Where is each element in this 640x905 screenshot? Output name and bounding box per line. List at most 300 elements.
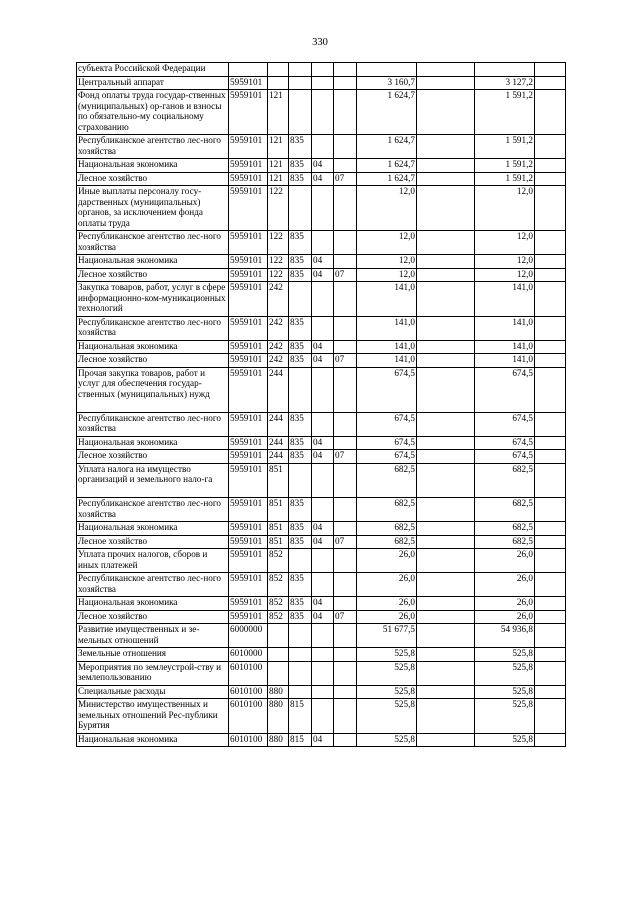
empty-cell (417, 90, 475, 135)
section-code (312, 498, 334, 522)
budget-table (76, 62, 566, 747)
administrator-code: 835 (289, 412, 312, 436)
amount-year-1: 3 160,7 (357, 76, 417, 90)
amount-year-2: 141,0 (475, 282, 535, 317)
row-name: Республиканское агентство лес-ного хозяйства (77, 135, 229, 159)
empty-cell (535, 549, 566, 573)
expense-type-code: 121 (268, 135, 289, 159)
administrator-code (289, 282, 312, 317)
section-code (312, 231, 334, 255)
table-row (77, 733, 566, 747)
row-name: субъекта Российской Федерации (77, 63, 229, 77)
amount-year-1: 1 624,7 (357, 90, 417, 135)
administrator-code: 835 (289, 316, 312, 340)
empty-cell (535, 450, 566, 464)
section-code (312, 186, 334, 231)
amount-year-2: 1 591,2 (475, 172, 535, 186)
empty-cell (417, 685, 475, 699)
table-row (77, 186, 566, 231)
empty-cell (417, 573, 475, 597)
table-row (77, 498, 566, 522)
administrator-code (289, 661, 312, 685)
amount-year-2: 12,0 (475, 231, 535, 255)
section-code: 04 (312, 255, 334, 269)
subsection-code (334, 648, 357, 662)
section-code (312, 76, 334, 90)
empty-cell (417, 63, 475, 77)
table-row (77, 597, 566, 611)
amount-year-1: 674,5 (357, 367, 417, 412)
subsection-code (334, 316, 357, 340)
table-row (77, 624, 566, 648)
target-article-code: 5959101 (229, 354, 268, 368)
amount-year-2: 525,8 (475, 648, 535, 662)
amount-year-1: 141,0 (357, 282, 417, 317)
empty-cell (417, 172, 475, 186)
row-name: Лесное хозяйство (77, 268, 229, 282)
table-row (77, 340, 566, 354)
expense-type-code: 880 (268, 733, 289, 747)
amount-year-1: 26,0 (357, 549, 417, 573)
subsection-code (334, 90, 357, 135)
administrator-code: 835 (289, 535, 312, 549)
subsection-code: 07 (334, 172, 357, 186)
amount-year-1: 682,5 (357, 535, 417, 549)
administrator-code: 835 (289, 436, 312, 450)
target-article-code: 5959101 (229, 172, 268, 186)
empty-cell (417, 340, 475, 354)
empty-cell (535, 367, 566, 412)
subsection-code (334, 135, 357, 159)
row-name: Республиканское агентство лес-ного хозяйства (77, 316, 229, 340)
table-row (77, 255, 566, 269)
administrator-code (289, 186, 312, 231)
empty-cell (417, 535, 475, 549)
section-code: 04 (312, 354, 334, 368)
table-row (77, 648, 566, 662)
subsection-code (334, 282, 357, 317)
target-article-code: 5959101 (229, 597, 268, 611)
subsection-code (334, 186, 357, 231)
target-article-code: 5959101 (229, 90, 268, 135)
empty-cell (417, 268, 475, 282)
subsection-code (334, 231, 357, 255)
subsection-code (334, 159, 357, 173)
section-code: 04 (312, 535, 334, 549)
target-article-code: 5959101 (229, 535, 268, 549)
administrator-code: 835 (289, 597, 312, 611)
amount-year-1: 1 624,7 (357, 172, 417, 186)
target-article-code: 5959101 (229, 610, 268, 624)
section-code: 04 (312, 610, 334, 624)
empty-cell (417, 255, 475, 269)
amount-year-1: 525,8 (357, 733, 417, 747)
table-row (77, 573, 566, 597)
administrator-code (289, 463, 312, 498)
section-code (312, 463, 334, 498)
expense-type-code: 851 (268, 522, 289, 536)
section-code: 04 (312, 268, 334, 282)
table-row (77, 172, 566, 186)
target-article-code: 6010100 (229, 699, 268, 734)
empty-cell (417, 436, 475, 450)
empty-cell (417, 597, 475, 611)
amount-year-1: 525,8 (357, 661, 417, 685)
page-number: 330 (312, 37, 328, 48)
empty-cell (417, 624, 475, 648)
empty-cell (417, 316, 475, 340)
amount-year-2: 525,8 (475, 699, 535, 734)
amount-year-1: 141,0 (357, 354, 417, 368)
empty-cell (417, 135, 475, 159)
subsection-code (334, 340, 357, 354)
section-code: 04 (312, 597, 334, 611)
subsection-code (334, 412, 357, 436)
table-row (77, 268, 566, 282)
subsection-code: 07 (334, 450, 357, 464)
target-article-code: 5959101 (229, 316, 268, 340)
empty-cell (417, 76, 475, 90)
empty-cell (535, 354, 566, 368)
row-name: Национальная экономика (77, 340, 229, 354)
table-row (77, 450, 566, 464)
target-article-code: 5959101 (229, 573, 268, 597)
target-article-code: 5959101 (229, 436, 268, 450)
row-name: Национальная экономика (77, 597, 229, 611)
section-code (312, 63, 334, 77)
administrator-code (289, 685, 312, 699)
empty-cell (417, 522, 475, 536)
empty-cell (535, 685, 566, 699)
expense-type-code: 880 (268, 699, 289, 734)
row-name: Уплата налога на имущество организаций и земельного нало-га (77, 463, 229, 498)
amount-year-2: 525,8 (475, 685, 535, 699)
empty-cell (535, 522, 566, 536)
amount-year-2: 682,5 (475, 535, 535, 549)
subsection-code (334, 549, 357, 573)
expense-type-code: 244 (268, 412, 289, 436)
expense-type-code: 121 (268, 159, 289, 173)
empty-cell (535, 63, 566, 77)
row-name: Лесное хозяйство (77, 172, 229, 186)
administrator-code (289, 624, 312, 648)
expense-type-code (268, 648, 289, 662)
administrator-code: 815 (289, 699, 312, 734)
section-code (312, 549, 334, 573)
amount-year-2: 26,0 (475, 549, 535, 573)
amount-year-2: 3 127,2 (475, 76, 535, 90)
amount-year-2: 682,5 (475, 522, 535, 536)
empty-cell (535, 610, 566, 624)
table-row (77, 316, 566, 340)
empty-cell (535, 268, 566, 282)
amount-year-1: 1 624,7 (357, 159, 417, 173)
amount-year-2: 1 591,2 (475, 135, 535, 159)
empty-cell (535, 186, 566, 231)
administrator-code: 835 (289, 255, 312, 269)
amount-year-1: 12,0 (357, 268, 417, 282)
row-name: Республиканское агентство лес-ного хозяйства (77, 412, 229, 436)
empty-cell (417, 661, 475, 685)
amount-year-2: 682,5 (475, 498, 535, 522)
empty-cell (535, 463, 566, 498)
table-row (77, 354, 566, 368)
expense-type-code: 121 (268, 90, 289, 135)
row-name: Закупка товаров, работ, услуг в сфере информационно-ком-муникационных технологий (77, 282, 229, 317)
amount-year-2: 26,0 (475, 610, 535, 624)
row-name: Мероприятия по землеустрой-ству и землепользованию (77, 661, 229, 685)
expense-type-code: 851 (268, 463, 289, 498)
empty-cell (535, 316, 566, 340)
section-code: 04 (312, 340, 334, 354)
row-name: Прочая закупка товаров, работ и услуг для обеспечения государ-ственных (муниципальных) нужд (77, 367, 229, 412)
empty-cell (417, 450, 475, 464)
subsection-code (334, 76, 357, 90)
target-article-code: 5959101 (229, 498, 268, 522)
administrator-code (289, 648, 312, 662)
empty-cell (535, 498, 566, 522)
section-code (312, 90, 334, 135)
row-name: Национальная экономика (77, 733, 229, 747)
amount-year-2: 26,0 (475, 573, 535, 597)
table-row (77, 76, 566, 90)
expense-type-code: 242 (268, 340, 289, 354)
amount-year-1: 26,0 (357, 573, 417, 597)
row-name: Республиканское агентство лес-ного хозяйства (77, 573, 229, 597)
empty-cell (535, 231, 566, 255)
expense-type-code: 852 (268, 549, 289, 573)
expense-type-code: 242 (268, 316, 289, 340)
empty-cell (535, 340, 566, 354)
target-article-code: 5959101 (229, 268, 268, 282)
administrator-code: 835 (289, 522, 312, 536)
amount-year-1: 51 677,5 (357, 624, 417, 648)
empty-cell (535, 90, 566, 135)
administrator-code: 835 (289, 159, 312, 173)
expense-type-code: 880 (268, 685, 289, 699)
subsection-code (334, 255, 357, 269)
target-article-code: 5959101 (229, 282, 268, 317)
table-row (77, 699, 566, 734)
table-row (77, 90, 566, 135)
table-row (77, 159, 566, 173)
table-row (77, 231, 566, 255)
section-code (312, 573, 334, 597)
administrator-code: 835 (289, 340, 312, 354)
empty-cell (535, 661, 566, 685)
row-name: Центральный аппарат (77, 76, 229, 90)
expense-type-code: 242 (268, 354, 289, 368)
section-code (312, 412, 334, 436)
administrator-code (289, 76, 312, 90)
amount-year-2: 26,0 (475, 597, 535, 611)
administrator-code: 835 (289, 135, 312, 159)
expense-type-code: 852 (268, 573, 289, 597)
empty-cell (535, 282, 566, 317)
empty-cell (535, 648, 566, 662)
amount-year-2: 141,0 (475, 340, 535, 354)
administrator-code: 835 (289, 573, 312, 597)
expense-type-code (268, 63, 289, 77)
target-article-code: 6010100 (229, 685, 268, 699)
expense-type-code: 122 (268, 255, 289, 269)
amount-year-1: 12,0 (357, 186, 417, 231)
section-code: 04 (312, 159, 334, 173)
empty-cell (417, 367, 475, 412)
target-article-code: 5959101 (229, 549, 268, 573)
amount-year-2: 674,5 (475, 367, 535, 412)
section-code: 04 (312, 450, 334, 464)
amount-year-1: 682,5 (357, 522, 417, 536)
table-row (77, 549, 566, 573)
subsection-code: 07 (334, 268, 357, 282)
row-name: Иные выплаты персоналу госу-дарственных (муниципальных) органов, за исключением фонда оплаты труда (77, 186, 229, 231)
empty-cell (417, 463, 475, 498)
administrator-code (289, 367, 312, 412)
amount-year-1: 12,0 (357, 255, 417, 269)
section-code (312, 316, 334, 340)
table-row (77, 367, 566, 412)
row-name: Национальная экономика (77, 255, 229, 269)
row-name: Уплата прочих налогов, сборов и иных платежей (77, 549, 229, 573)
amount-year-1: 682,5 (357, 463, 417, 498)
subsection-code (334, 624, 357, 648)
target-article-code: 6010000 (229, 648, 268, 662)
subsection-code (334, 573, 357, 597)
amount-year-1: 1 624,7 (357, 135, 417, 159)
expense-type-code: 852 (268, 597, 289, 611)
expense-type-code: 121 (268, 172, 289, 186)
row-name: Земельные отношения (77, 648, 229, 662)
empty-cell (535, 699, 566, 734)
target-article-code: 5959101 (229, 340, 268, 354)
target-article-code: 5959101 (229, 255, 268, 269)
row-name: Республиканское агентство лес-ного хозяйства (77, 498, 229, 522)
administrator-code: 835 (289, 498, 312, 522)
table-row (77, 436, 566, 450)
target-article-code: 5959101 (229, 463, 268, 498)
target-article-code: 5959101 (229, 522, 268, 536)
amount-year-2: 12,0 (475, 255, 535, 269)
section-code: 04 (312, 522, 334, 536)
target-article-code: 5959101 (229, 76, 268, 90)
administrator-code (289, 63, 312, 77)
empty-cell (417, 159, 475, 173)
amount-year-2: 674,5 (475, 436, 535, 450)
row-name: Министерство имущественных и земельных отношений Рес-публики Бурятия (77, 699, 229, 734)
expense-type-code: 851 (268, 498, 289, 522)
subsection-code (334, 685, 357, 699)
empty-cell (535, 172, 566, 186)
amount-year-2: 12,0 (475, 186, 535, 231)
amount-year-2: 1 591,2 (475, 159, 535, 173)
expense-type-code: 122 (268, 186, 289, 231)
section-code (312, 624, 334, 648)
section-code (312, 648, 334, 662)
section-code: 04 (312, 172, 334, 186)
subsection-code (334, 522, 357, 536)
empty-cell (417, 648, 475, 662)
row-name: Национальная экономика (77, 522, 229, 536)
amount-year-2: 674,5 (475, 450, 535, 464)
row-name: Развитие имущественных и зе-мельных отношений (77, 624, 229, 648)
amount-year-1: 26,0 (357, 610, 417, 624)
table-row (77, 463, 566, 498)
target-article-code: 5959101 (229, 412, 268, 436)
section-code (312, 699, 334, 734)
subsection-code (334, 63, 357, 77)
section-code (312, 661, 334, 685)
row-name: Специальные расходы (77, 685, 229, 699)
expense-type-code: 852 (268, 610, 289, 624)
amount-year-2: 674,5 (475, 412, 535, 436)
section-code (312, 685, 334, 699)
target-article-code: 5959101 (229, 159, 268, 173)
target-article-code: 5959101 (229, 135, 268, 159)
amount-year-2: 141,0 (475, 316, 535, 340)
subsection-code (334, 661, 357, 685)
empty-cell (417, 610, 475, 624)
amount-year-1 (357, 63, 417, 77)
subsection-code (334, 498, 357, 522)
empty-cell (535, 535, 566, 549)
subsection-code: 07 (334, 354, 357, 368)
table-row (77, 685, 566, 699)
empty-cell (535, 597, 566, 611)
table-row (77, 412, 566, 436)
section-code: 04 (312, 436, 334, 450)
amount-year-1: 141,0 (357, 316, 417, 340)
empty-cell (417, 733, 475, 747)
section-code (312, 282, 334, 317)
empty-cell (417, 186, 475, 231)
amount-year-2: 141,0 (475, 354, 535, 368)
expense-type-code (268, 661, 289, 685)
expense-type-code (268, 76, 289, 90)
administrator-code: 835 (289, 450, 312, 464)
subsection-code (334, 597, 357, 611)
administrator-code: 835 (289, 354, 312, 368)
amount-year-2: 12,0 (475, 268, 535, 282)
table-row (77, 282, 566, 317)
expense-type-code: 851 (268, 535, 289, 549)
expense-type-code: 122 (268, 268, 289, 282)
empty-cell (535, 573, 566, 597)
administrator-code (289, 90, 312, 135)
administrator-code: 835 (289, 268, 312, 282)
empty-cell (535, 624, 566, 648)
amount-year-1: 682,5 (357, 498, 417, 522)
empty-cell (417, 231, 475, 255)
amount-year-1: 12,0 (357, 231, 417, 255)
target-article-code: 6010100 (229, 733, 268, 747)
empty-cell (417, 354, 475, 368)
section-code (312, 135, 334, 159)
amount-year-1: 525,8 (357, 685, 417, 699)
expense-type-code: 244 (268, 367, 289, 412)
row-name: Лесное хозяйство (77, 535, 229, 549)
table-row (77, 535, 566, 549)
subsection-code: 07 (334, 535, 357, 549)
empty-cell (535, 436, 566, 450)
empty-cell (535, 159, 566, 173)
amount-year-1: 141,0 (357, 340, 417, 354)
administrator-code (289, 549, 312, 573)
amount-year-2: 54 936,8 (475, 624, 535, 648)
table-row (77, 522, 566, 536)
target-article-code: 6010100 (229, 661, 268, 685)
target-article-code: 6000000 (229, 624, 268, 648)
